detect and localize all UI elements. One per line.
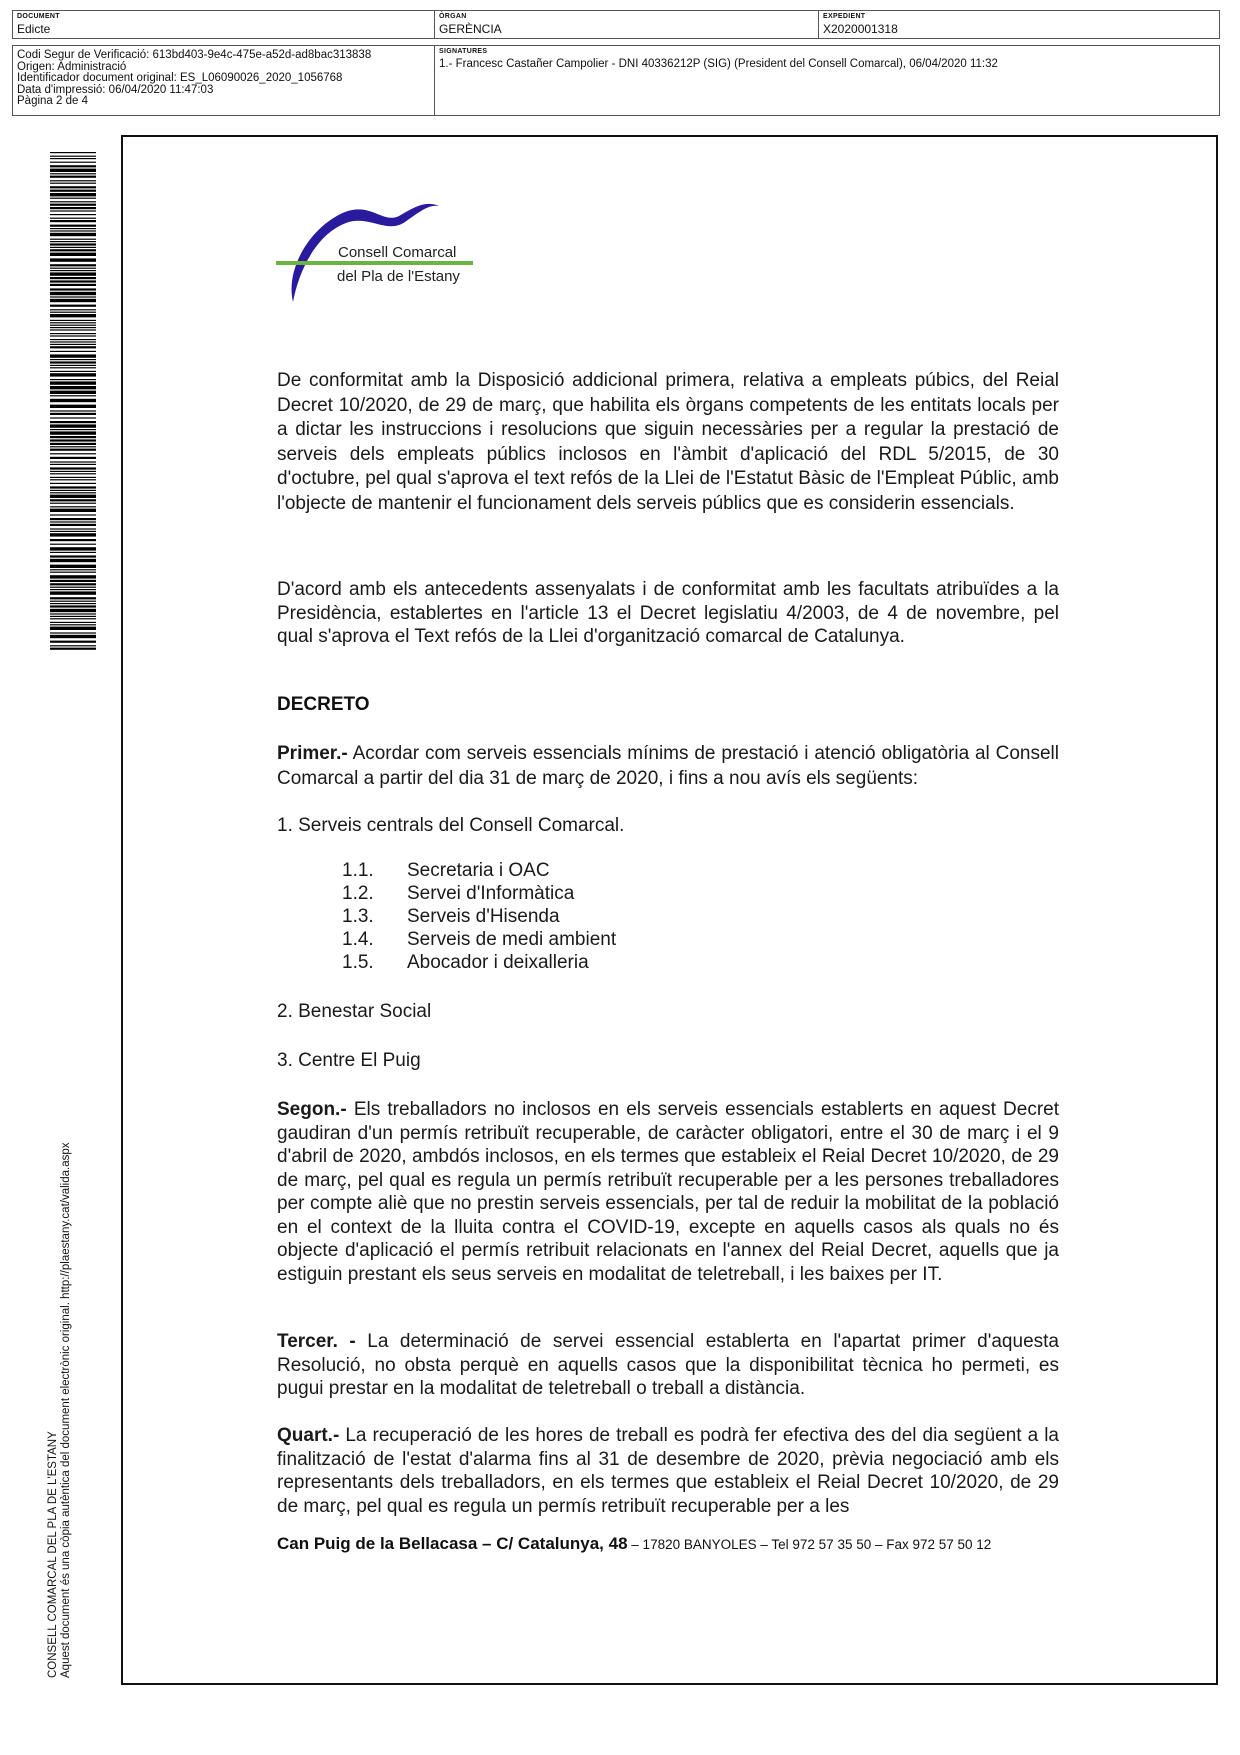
verification-cell	[13, 46, 434, 115]
verification-meta	[17, 50, 371, 108]
footer-address: Can Puig de la Bellacasa – C/ Catalunya, 48	[277, 1534, 628, 1553]
subitem-label: Secretaria i OAC	[407, 860, 550, 881]
paragraph-segon	[277, 1098, 1059, 1286]
segon-lead: Segon.-	[277, 1099, 347, 1120]
meta-line-csv: Codi Segur de Verificació: 613bd403-9e4c-475e-a52d-ad8bac313838	[17, 49, 372, 61]
quart-text: La recuperació de les hores de treball es podrà fer efectiva des del dia següent a la finalització de l'estat d'alarma fins al 31 de desembre de 2020, prèvia negociació amb els representants dels treballadors, en els termes que estableix el Reial Decret 10/2020, de 29 de març, pel qual es regula un permís retribuït recuperable per a les	[277, 1425, 1059, 1517]
organ-value: GERÈNCIA	[439, 22, 502, 36]
subitem-number: 1.5.	[342, 952, 374, 973]
meta-line-page: Pàgina 2 de 4	[17, 95, 88, 107]
logo-text-line-2: del Pla de l'Estany	[337, 268, 460, 285]
consell-comarcal-logo	[271, 198, 481, 308]
list-item-benestar-social: 2. Benestar Social	[277, 1001, 432, 1022]
subitem-label: Servei d'Informàtica	[407, 883, 575, 904]
logo-text-line-1: Consell Comarcal	[338, 244, 457, 261]
paragraph-tercer	[277, 1330, 1059, 1401]
primer-text: Acordar com serveis essencials mínims de prestació i atenció obligatòria al Consell Comarcal a partir del dia 31 de març de 2020, i fins a nou avís els següents:	[277, 743, 1059, 789]
footer-contact: – 17820 BANYOLES – Tel 972 57 35 50 – Fax 972 57 50 12	[627, 1537, 992, 1552]
decreto-heading: DECRETO	[277, 694, 370, 715]
expedient-value: X2020001318	[823, 22, 898, 36]
document-type-cell	[13, 11, 434, 38]
expedient-cell	[818, 11, 1219, 38]
subitem-label: Serveis de medi ambient	[407, 929, 617, 950]
subitem-number: 1.4.	[342, 929, 374, 950]
meta-line-identifier: Identificador document original: ES_L06090026_2020_1056768	[17, 72, 343, 84]
tercer-text: La determinació de servei essencial establerta en l'apartat primer d'aquesta Resolució, no obsta perquè en aquells casos que la disponibilitat tècnica ho permeti, es pugui prestar en la modalitat de teletreball o treball a distància.	[277, 1331, 1059, 1399]
document-value: Edicte	[17, 22, 51, 36]
meta-line-print-date: Data d'impressió: 06/04/2020 11:47:03	[17, 83, 214, 96]
document-caption: DOCUMENT	[17, 13, 60, 20]
side-text-line-2: Aquest document és una còpia autèntica del document electrònic original. http://plaestany.cat/valida.aspx	[60, 1142, 72, 1678]
paragraph-disposicio: De conformitat amb la Disposició addicional primera, relativa a empleats púbics, del Reial Decret 10/2020, de 29 de març, que habilita els òrgans competents de les entitats locals per a dictar les instruccions i resolucions que siguin necessàries per a regular la prestació de serveis dels empleats públics inclosos en l'àmbit d'aplicació del RDL 5/2015, de 30 d'octubre, pel qual s'aprova el text refós de la Llei de l'Estatut Bàsic de l'Empleat Públic, amb l'objecte de mantenir el funcionament dels serveis públics que es considerin essencials.	[277, 370, 1059, 514]
side-text-line-1: CONSELL COMARCAL DEL PLA DE L'ESTANY	[47, 1431, 59, 1678]
paragraph-quart	[277, 1424, 1059, 1518]
signature-line: 1.- Francesc Castañer Campolier - DNI 40336212P (SIG) (President del Consell Comarcal), 06/04/2020 11:32	[439, 58, 998, 70]
tercer-lead: Tercer. -	[277, 1331, 356, 1352]
meta-line-origin: Origen: Administració	[17, 60, 127, 73]
organ-cell	[434, 11, 818, 38]
subitem-number: 1.1.	[342, 860, 374, 881]
signatures-cell	[434, 46, 1219, 115]
segon-text: Els treballadors no inclosos en els serveis essencials establerts en aquest Decret gaudiran d'un permís retribuït recuperable, de caràcter obligatori, entre el 30 de març i el 9 d'abril de 2020, ambdós inclosos, en els termes que estableix el Reial Decret 10/2020, de 29 de març, pel qual es regula un permís retribuït recuperable per a les persones treballadores per compte aliè que no prestin serveis essencials, per tal de reduir la mobilitat de la població en el context de la lluita contra el COVID-19, excepte en aquells casos als quals no és objecte d'aplicació el permís retribuit relacionats en l'annex del Reial Decret, aquells que ja estiguin prestant els seus serveis en modalitat de teletreball, i les baixes per IT.	[277, 1099, 1059, 1285]
subitem-number: 1.2.	[342, 883, 374, 904]
address-footer	[277, 1534, 991, 1554]
signatures-caption: SIGNATURES	[439, 48, 488, 55]
header-row-top	[12, 10, 1220, 39]
list-item-centre-el-puig: 3. Centre El Puig	[277, 1050, 421, 1071]
side-validation-text	[47, 1142, 73, 1678]
expedient-caption: EXPEDIENT	[823, 13, 866, 20]
primer-lead: Primer.-	[277, 743, 348, 764]
quart-lead: Quart.-	[277, 1425, 340, 1446]
paragraph-primer	[277, 742, 1059, 791]
organ-caption: ÒRGAN	[439, 13, 467, 20]
subitem-label: Abocador i deixalleria	[407, 952, 589, 973]
header-row-bottom	[12, 45, 1220, 116]
subitem-label: Serveis d'Hisenda	[407, 906, 560, 927]
list-item-serveis-centrals: 1. Serveis centrals del Consell Comarcal.	[277, 815, 625, 836]
paragraph-antecedents: D'acord amb els antecedents assenyalats i de conformitat amb les facultats atribuïdes a la Presidència, establertes en l'article 13 el Decret legislatiu 4/2003, de 4 de novembre, pel qual s'aprova el Text refós de la Llei d'organització comarcal de Catalunya.	[277, 579, 1059, 647]
subitem-number: 1.3.	[342, 906, 374, 927]
barcode-image	[50, 152, 96, 650]
